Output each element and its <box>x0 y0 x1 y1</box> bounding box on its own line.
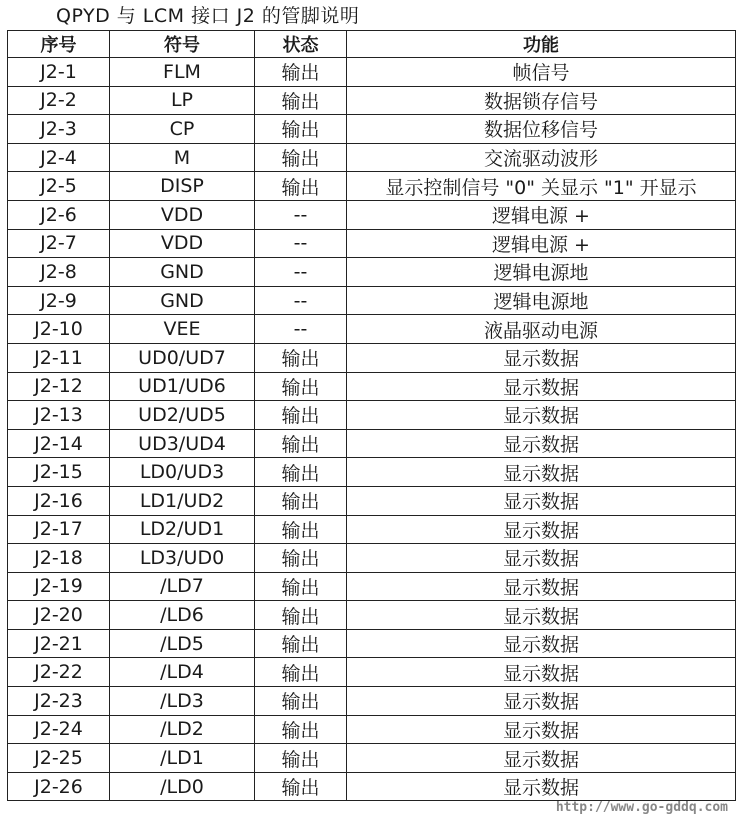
cell-number: J2-19 <box>8 572 110 601</box>
cell-state: 输出 <box>255 58 347 87</box>
cell-state: 输出 <box>255 486 347 515</box>
cell-state: -- <box>255 258 347 287</box>
cell-function: 显示数据 <box>347 372 736 401</box>
cell-function: 逻辑电源地 <box>347 286 736 315</box>
cell-number: J2-25 <box>8 744 110 773</box>
cell-state: 输出 <box>255 629 347 658</box>
cell-symbol: /LD0 <box>110 772 255 801</box>
cell-symbol: M <box>110 143 255 172</box>
cell-symbol: LD1/UD2 <box>110 486 255 515</box>
cell-state: 输出 <box>255 401 347 430</box>
cell-state: 输出 <box>255 744 347 773</box>
cell-symbol: /LD6 <box>110 601 255 630</box>
table-row <box>8 86 736 115</box>
column-header-number: 序号 <box>8 31 110 58</box>
table-row <box>8 629 736 658</box>
cell-symbol: DISP <box>110 172 255 201</box>
cell-state: -- <box>255 200 347 229</box>
cell-symbol: UD2/UD5 <box>110 401 255 430</box>
cell-number: J2-13 <box>8 401 110 430</box>
cell-number: J2-20 <box>8 601 110 630</box>
cell-function: 显示数据 <box>347 744 736 773</box>
table-row <box>8 229 736 258</box>
cell-symbol: VDD <box>110 200 255 229</box>
cell-state: 输出 <box>255 458 347 487</box>
cell-state: 输出 <box>255 429 347 458</box>
cell-function: 逻辑电源地 <box>347 258 736 287</box>
table-row <box>8 458 736 487</box>
cell-function: 逻辑电源 + <box>347 229 736 258</box>
table-row <box>8 401 736 430</box>
cell-state: 输出 <box>255 115 347 144</box>
cell-state: 输出 <box>255 143 347 172</box>
cell-number: J2-7 <box>8 229 110 258</box>
table-row <box>8 486 736 515</box>
cell-state: 输出 <box>255 772 347 801</box>
cell-state: 输出 <box>255 658 347 687</box>
table-row <box>8 115 736 144</box>
cell-function: 显示数据 <box>347 658 736 687</box>
cell-number: J2-1 <box>8 58 110 87</box>
table-row <box>8 343 736 372</box>
cell-number: J2-4 <box>8 143 110 172</box>
cell-function: 显示数据 <box>347 601 736 630</box>
cell-function: 显示数据 <box>347 572 736 601</box>
table-row <box>8 515 736 544</box>
cell-number: J2-18 <box>8 544 110 573</box>
table-row <box>8 58 736 87</box>
table-row <box>8 286 736 315</box>
cell-function: 显示数据 <box>347 486 736 515</box>
table-row <box>8 315 736 344</box>
cell-function: 显示数据 <box>347 687 736 716</box>
cell-function: 显示数据 <box>347 629 736 658</box>
cell-symbol: UD0/UD7 <box>110 343 255 372</box>
table-row <box>8 658 736 687</box>
table-row <box>8 172 736 201</box>
cell-number: J2-23 <box>8 687 110 716</box>
table-row <box>8 372 736 401</box>
cell-number: J2-10 <box>8 315 110 344</box>
cell-number: J2-3 <box>8 115 110 144</box>
cell-state: 输出 <box>255 572 347 601</box>
column-header-symbol: 符号 <box>110 31 255 58</box>
cell-function: 显示数据 <box>347 343 736 372</box>
cell-state: 输出 <box>255 601 347 630</box>
cell-symbol: GND <box>110 286 255 315</box>
cell-symbol: /LD1 <box>110 744 255 773</box>
cell-state: 输出 <box>255 86 347 115</box>
table-header-row <box>8 31 736 58</box>
cell-number: J2-12 <box>8 372 110 401</box>
cell-symbol: UD3/UD4 <box>110 429 255 458</box>
page-title: QPYD 与 LCM 接口 J2 的管脚说明 <box>56 5 360 27</box>
table-row <box>8 715 736 744</box>
column-header-state: 状态 <box>255 31 347 58</box>
cell-state: 输出 <box>255 343 347 372</box>
cell-symbol: VEE <box>110 315 255 344</box>
cell-symbol: /LD3 <box>110 687 255 716</box>
cell-state: 输出 <box>255 515 347 544</box>
cell-number: J2-26 <box>8 772 110 801</box>
cell-function: 液晶驱动电源 <box>347 315 736 344</box>
cell-function: 帧信号 <box>347 58 736 87</box>
column-header-function: 功能 <box>347 31 736 58</box>
cell-symbol: UD1/UD6 <box>110 372 255 401</box>
cell-state: -- <box>255 315 347 344</box>
cell-symbol: LD0/UD3 <box>110 458 255 487</box>
cell-state: 输出 <box>255 687 347 716</box>
cell-number: J2-24 <box>8 715 110 744</box>
table-row <box>8 429 736 458</box>
cell-state: 输出 <box>255 544 347 573</box>
watermark: http://www.go-gddq.com <box>555 800 728 815</box>
cell-state: -- <box>255 229 347 258</box>
cell-function: 数据锁存信号 <box>347 86 736 115</box>
cell-function: 显示数据 <box>347 715 736 744</box>
cell-function: 显示数据 <box>347 515 736 544</box>
cell-symbol: /LD7 <box>110 572 255 601</box>
table-row <box>8 258 736 287</box>
table-row <box>8 744 736 773</box>
table-row <box>8 772 736 801</box>
cell-symbol: FLM <box>110 58 255 87</box>
cell-number: J2-2 <box>8 86 110 115</box>
cell-symbol: LD2/UD1 <box>110 515 255 544</box>
cell-state: -- <box>255 286 347 315</box>
cell-number: J2-11 <box>8 343 110 372</box>
cell-number: J2-21 <box>8 629 110 658</box>
cell-number: J2-22 <box>8 658 110 687</box>
table-row <box>8 143 736 172</box>
cell-number: J2-5 <box>8 172 110 201</box>
pin-table-body <box>8 58 736 801</box>
cell-function: 数据位移信号 <box>347 115 736 144</box>
cell-function: 显示数据 <box>347 458 736 487</box>
cell-function: 显示数据 <box>347 544 736 573</box>
cell-symbol: /LD2 <box>110 715 255 744</box>
cell-state: 输出 <box>255 715 347 744</box>
table-row <box>8 200 736 229</box>
cell-symbol: LD3/UD0 <box>110 544 255 573</box>
cell-number: J2-15 <box>8 458 110 487</box>
cell-function: 显示数据 <box>347 772 736 801</box>
cell-function: 显示控制信号 "0" 关显示 "1" 开显示 <box>347 172 736 201</box>
cell-symbol: /LD4 <box>110 658 255 687</box>
cell-number: J2-14 <box>8 429 110 458</box>
cell-function: 显示数据 <box>347 429 736 458</box>
cell-number: J2-6 <box>8 200 110 229</box>
cell-state: 输出 <box>255 172 347 201</box>
cell-number: J2-17 <box>8 515 110 544</box>
cell-state: 输出 <box>255 372 347 401</box>
cell-number: J2-8 <box>8 258 110 287</box>
table-row <box>8 687 736 716</box>
table-row <box>8 572 736 601</box>
cell-function: 逻辑电源 + <box>347 200 736 229</box>
cell-symbol: VDD <box>110 229 255 258</box>
cell-function: 显示数据 <box>347 401 736 430</box>
cell-symbol: CP <box>110 115 255 144</box>
cell-symbol: GND <box>110 258 255 287</box>
cell-number: J2-9 <box>8 286 110 315</box>
pin-table <box>7 30 736 801</box>
table-row <box>8 544 736 573</box>
cell-symbol: /LD5 <box>110 629 255 658</box>
table-row <box>8 601 736 630</box>
cell-symbol: LP <box>110 86 255 115</box>
cell-function: 交流驱动波形 <box>347 143 736 172</box>
cell-number: J2-16 <box>8 486 110 515</box>
